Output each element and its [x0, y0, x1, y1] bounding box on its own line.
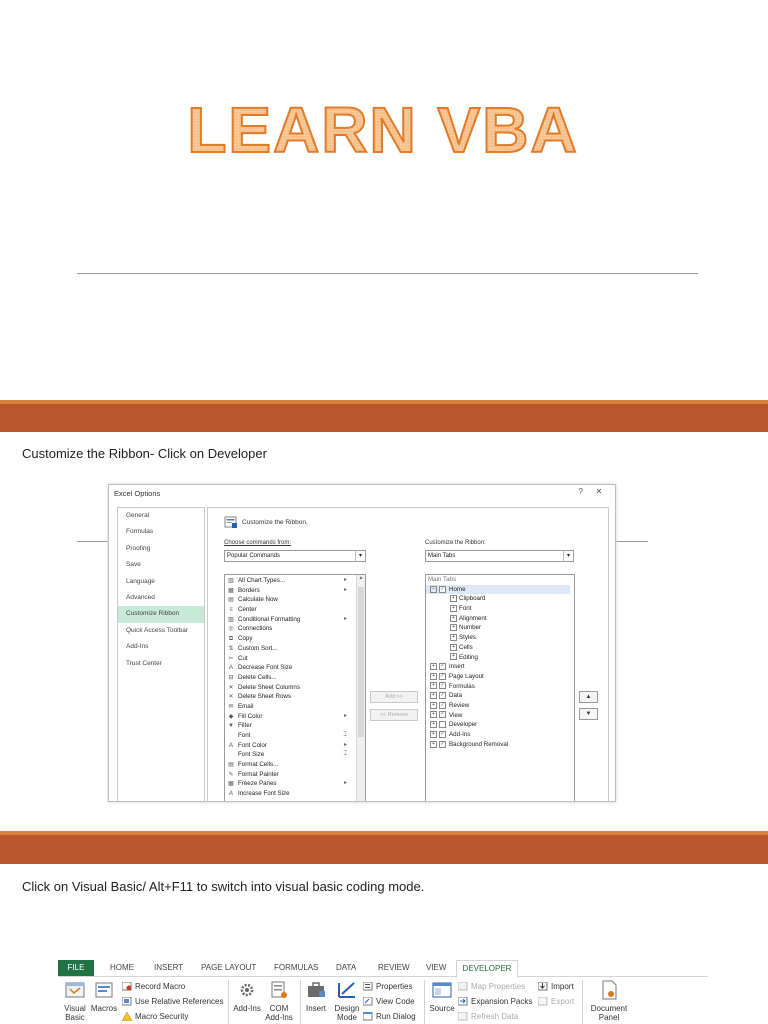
tab-checkbox[interactable]: ✓ — [440, 730, 445, 737]
nav-item-general[interactable]: General — [126, 512, 150, 519]
document-panel-button[interactable] — [586, 980, 632, 1022]
insert-controls-label: Insert — [305, 1004, 326, 1013]
tab-checkbox[interactable]: ✓ — [440, 711, 445, 718]
expand-icon[interactable]: + — [430, 731, 437, 738]
excel-options-dialog — [108, 484, 616, 802]
command-icon: ✕ — [228, 684, 234, 691]
command-icon: ◆ — [228, 713, 234, 720]
remove-button[interactable]: << Remove — [370, 709, 418, 721]
arrow-down-icon: ▼ — [585, 711, 592, 717]
add-ins-button[interactable] — [232, 980, 262, 1013]
command-label: Freeze Panes — [238, 780, 277, 788]
import-label: Import — [551, 982, 574, 991]
visual-basic-icon — [64, 980, 86, 1000]
tree-item-label: View — [449, 711, 463, 719]
command-icon: ✉ — [228, 703, 234, 710]
relative-references-button[interactable] — [122, 995, 223, 1008]
ribbon-tabs-tree[interactable] — [425, 574, 575, 802]
design-mode-button[interactable] — [332, 980, 362, 1022]
command-label: Font Size — [238, 751, 265, 759]
chevron-down-icon[interactable]: ▾ — [563, 551, 573, 561]
macro-security-button[interactable] — [122, 1010, 188, 1023]
tree-item-label: Home — [449, 585, 466, 593]
commands-scrollbar[interactable] — [356, 575, 365, 802]
warning-icon — [122, 1012, 132, 1021]
command-icon: A — [228, 791, 233, 798]
command-item[interactable] — [227, 595, 365, 605]
group-separator — [582, 980, 583, 1024]
tree-item-label: Alignment — [459, 614, 487, 622]
tab-home[interactable]: HOME — [110, 963, 134, 972]
submenu-icon: ▸ — [343, 615, 347, 622]
command-icon: ▦ — [228, 587, 234, 594]
command-label: Delete Sheet Rows — [238, 693, 291, 701]
source-icon — [431, 980, 453, 1000]
tree-item-label: Page Layout — [449, 672, 484, 680]
expand-icon[interactable]: + — [430, 741, 437, 748]
command-item[interactable] — [227, 663, 365, 673]
command-label: Decrease Font Size — [238, 664, 293, 672]
expand-icon[interactable]: + — [450, 653, 457, 660]
insert-controls-button[interactable] — [304, 980, 328, 1013]
command-item[interactable] — [227, 615, 365, 625]
command-label: Font — [238, 732, 251, 739]
command-icon: A — [228, 665, 233, 672]
command-label: Increase Font Size — [238, 790, 290, 798]
close-icon[interactable]: ✕ — [595, 487, 603, 496]
expand-icon[interactable]: + — [450, 624, 457, 631]
section-band — [0, 400, 768, 432]
command-icon: ◎ — [228, 626, 234, 633]
command-item[interactable] — [227, 731, 365, 741]
tree-item[interactable] — [426, 720, 574, 730]
group-separator — [300, 980, 301, 1024]
tab-checkbox[interactable] — [439, 721, 446, 728]
macro-security-label: Macro Security — [135, 1012, 189, 1021]
scroll-thumb[interactable] — [358, 587, 364, 737]
run-dialog-button[interactable] — [363, 1010, 416, 1023]
expand-icon[interactable]: + — [430, 711, 437, 718]
tab-file[interactable]: FILE — [58, 960, 94, 976]
source-button[interactable] — [428, 980, 456, 1013]
tree-item[interactable] — [426, 585, 570, 595]
expand-icon[interactable]: + — [430, 721, 437, 728]
command-label: Filter — [238, 722, 252, 730]
tree-item[interactable] — [426, 672, 574, 682]
map-properties-icon — [458, 982, 468, 991]
tree-item[interactable] — [426, 643, 574, 653]
submenu-icon: ▸ — [343, 577, 347, 583]
import-button[interactable] — [538, 980, 574, 993]
tab-checkbox[interactable]: ✓ — [440, 663, 445, 670]
submenu-icon: ▸ — [343, 586, 347, 593]
command-icon: A — [228, 742, 233, 749]
choose-commands-label: Choose commands from: — [224, 540, 292, 546]
expand-icon[interactable]: + — [450, 605, 457, 612]
command-label: Connections — [238, 625, 273, 633]
command-icon: ⧉ — [228, 636, 234, 643]
tab-checkbox[interactable]: ✓ — [440, 585, 445, 592]
divider-right — [612, 541, 648, 542]
tree-item[interactable] — [426, 701, 574, 711]
tree-item[interactable] — [426, 682, 574, 692]
commands-list[interactable] — [224, 574, 366, 802]
nav-item-trust-center[interactable]: Trust Center — [126, 659, 162, 667]
command-item[interactable] — [227, 692, 365, 702]
tree-item-label: Font — [459, 605, 472, 613]
design-mode-icon — [336, 980, 358, 1000]
export-icon — [538, 997, 548, 1006]
command-label: Email — [238, 702, 254, 710]
tree-item[interactable] — [426, 653, 574, 663]
visual-basic-button[interactable] — [62, 980, 88, 1022]
command-label: Delete Cells... — [238, 673, 277, 681]
nav-item-language[interactable]: Language — [126, 577, 155, 585]
view-code-button[interactable] — [363, 995, 415, 1008]
refresh-data-button[interactable] — [458, 1010, 518, 1023]
command-label: All Chart Types... — [238, 577, 285, 584]
options-nav — [117, 507, 205, 802]
command-item[interactable] — [227, 760, 365, 770]
command-item[interactable] — [227, 644, 365, 654]
command-item[interactable] — [227, 683, 365, 693]
dialog-title: Excel Options — [114, 489, 161, 498]
refresh-icon — [458, 1012, 468, 1021]
relative-references-label: Use Relative References — [135, 997, 224, 1006]
document-panel-label: Document Panel — [590, 1004, 628, 1022]
command-label: Cut — [238, 654, 248, 662]
add-ins-label: Add-Ins — [233, 1004, 261, 1013]
command-item[interactable] — [227, 586, 365, 596]
command-label: Center — [238, 606, 257, 614]
panel-heading: Customize the Ribbon. — [242, 519, 308, 526]
record-macro-button[interactable] — [122, 980, 185, 993]
command-icon: ≡ — [229, 607, 233, 614]
command-item[interactable] — [227, 770, 365, 780]
command-icon: ✂ — [228, 655, 234, 662]
command-item[interactable] — [227, 779, 365, 789]
command-label: Font Color — [238, 741, 267, 749]
command-icon: ▤ — [228, 597, 234, 604]
tab-checkbox[interactable]: ✓ — [440, 692, 445, 699]
ribbon-tabs — [58, 960, 708, 977]
ribbon-customize-icon — [224, 516, 238, 529]
command-label: Format Painter — [238, 770, 279, 778]
command-item[interactable] — [227, 576, 365, 586]
properties-label: Properties — [376, 982, 413, 991]
command-item[interactable] — [227, 654, 365, 664]
tree-item[interactable] — [426, 623, 574, 633]
view-code-label: View Code — [376, 997, 415, 1006]
customize-ribbon-value: Main Tabs — [428, 553, 456, 559]
tab-view[interactable]: VIEW — [426, 963, 447, 972]
tree-item-label: Formulas — [449, 682, 475, 690]
expand-icon[interactable]: + — [450, 634, 457, 641]
submenu-icon: ⌶ — [343, 732, 347, 738]
design-mode-label: Design Mode — [334, 1004, 360, 1022]
submenu-icon: ⌶ — [343, 751, 347, 758]
tree-item[interactable] — [426, 740, 574, 750]
command-item[interactable] — [227, 712, 365, 722]
command-icon: ▼ — [228, 723, 234, 730]
tree-item-label: Number — [459, 624, 482, 632]
title-area — [0, 80, 768, 190]
customize-ribbon-dropdown[interactable] — [425, 550, 574, 562]
expand-icon[interactable]: + — [450, 615, 457, 622]
tree-item-label: Cells — [459, 643, 473, 651]
chevron-down-icon[interactable]: ▾ — [355, 551, 365, 561]
command-icon: ▤ — [228, 762, 234, 769]
excel-ribbon — [58, 960, 708, 1024]
tree-item-label: Developer — [449, 721, 478, 729]
map-properties-button[interactable] — [458, 980, 525, 993]
section-caption: Click on Visual Basic/ Alt+F11 to switch into visual basic coding mode. — [22, 879, 425, 894]
expand-icon[interactable]: + — [450, 595, 457, 602]
move-up-button[interactable] — [579, 691, 598, 703]
tree-header: Main Tabs — [428, 576, 457, 583]
map-properties-label: Map Properties — [471, 982, 526, 991]
command-item[interactable] — [227, 673, 365, 683]
tree-item[interactable] — [426, 662, 574, 672]
tab-page-layout[interactable]: PAGE LAYOUT — [201, 963, 257, 972]
page-title: LEARN VBA — [187, 94, 579, 166]
properties-icon — [363, 982, 373, 991]
command-label: Fill Color — [238, 712, 263, 720]
export-button[interactable] — [538, 995, 574, 1008]
command-label: Delete Sheet Columns — [238, 683, 300, 691]
import-icon — [538, 982, 548, 991]
command-icon: ✎ — [228, 771, 234, 778]
tree-item-label: Editing — [459, 653, 478, 661]
tree-item-label: Review — [449, 701, 470, 709]
command-label: Calculate Now — [238, 596, 278, 604]
command-icon: ⊟ — [228, 674, 234, 681]
toolbox-icon — [305, 980, 327, 1000]
tree-item-label: Background Removal — [449, 740, 509, 748]
relative-references-icon — [122, 997, 132, 1006]
nav-item-customize-ribbon[interactable]: Customize Ribbon — [118, 606, 204, 622]
nav-item-add-ins[interactable]: Add-Ins — [126, 643, 149, 651]
export-label: Export — [551, 997, 575, 1006]
tab-checkbox[interactable]: ✓ — [440, 740, 445, 747]
expansion-packs-button[interactable] — [458, 995, 532, 1008]
command-label: Copy — [238, 635, 253, 643]
tab-review[interactable]: REVIEW — [378, 963, 410, 972]
tree-item-label: Data — [449, 692, 463, 700]
expansion-packs-icon — [458, 997, 468, 1006]
command-icon: ▧ — [228, 616, 234, 623]
tree-item[interactable] — [426, 711, 574, 721]
divider-left — [77, 541, 111, 542]
expand-icon[interactable]: + — [430, 702, 437, 709]
com-add-ins-icon — [268, 980, 290, 1000]
nav-item-quick-access-toolbar[interactable]: Quick Access Toolbar — [126, 626, 189, 634]
command-label: Conditional Formatting — [238, 615, 301, 623]
command-item[interactable] — [227, 741, 365, 751]
tree-item[interactable] — [426, 633, 574, 643]
expand-icon[interactable]: + — [430, 673, 437, 680]
expansion-packs-label: Expansion Packs — [471, 997, 533, 1006]
command-icon: ⇅ — [228, 645, 234, 652]
com-add-ins-button[interactable] — [264, 980, 294, 1022]
tab-checkbox[interactable]: ✓ — [440, 672, 445, 679]
expand-icon[interactable]: + — [430, 682, 437, 689]
customize-ribbon-panel — [207, 507, 609, 802]
add-button[interactable]: Add >> — [370, 691, 418, 703]
tree-item[interactable] — [426, 594, 574, 604]
macros-label: Macros — [90, 1004, 118, 1013]
submenu-icon: ▸ — [343, 780, 347, 787]
expand-icon[interactable]: + — [430, 663, 437, 670]
collapse-icon[interactable]: − — [430, 586, 437, 593]
view-code-icon — [363, 997, 373, 1006]
document-panel-icon — [598, 980, 620, 1000]
command-icon: ▦ — [228, 781, 234, 788]
help-icon[interactable]: ? — [578, 487, 583, 496]
record-macro-label: Record Macro — [135, 982, 186, 991]
record-macro-icon — [122, 982, 132, 991]
tab-formulas[interactable]: FORMULAS — [274, 963, 319, 972]
expand-icon[interactable]: + — [430, 692, 437, 699]
arrow-up-icon: ▲ — [585, 694, 592, 700]
nav-item-advanced[interactable]: Advanced — [126, 593, 155, 601]
visual-basic-label: Visual Basic — [64, 1004, 86, 1022]
choose-commands-value: Popular Commands — [227, 553, 281, 559]
customize-ribbon-label: Customize the Ribbon: — [425, 540, 486, 546]
choose-commands-dropdown[interactable] — [224, 550, 366, 562]
command-label: Borders — [238, 586, 260, 594]
tab-data[interactable]: DATA — [336, 963, 357, 972]
tree-item[interactable] — [426, 730, 574, 740]
source-label: Source — [429, 1004, 455, 1013]
command-item[interactable] — [227, 624, 365, 634]
command-label: Format Cells... — [238, 761, 279, 769]
submenu-icon: ▸ — [343, 741, 347, 748]
macros-button[interactable] — [90, 980, 118, 1013]
tree-item-label: Clipboard — [459, 595, 486, 603]
group-separator — [228, 980, 229, 1024]
expand-icon[interactable]: + — [450, 644, 457, 651]
group-separator — [424, 980, 425, 1024]
command-icon: ✕ — [228, 694, 234, 701]
tree-item[interactable] — [426, 691, 574, 701]
command-item[interactable] — [227, 605, 365, 615]
tab-checkbox[interactable]: ✓ — [440, 701, 445, 708]
tree-item[interactable] — [426, 604, 574, 614]
tab-checkbox[interactable]: ✓ — [440, 682, 445, 689]
title-divider — [77, 273, 698, 274]
tree-item-label: Styles — [459, 634, 476, 642]
run-dialog-label: Run Dialog — [376, 1012, 416, 1021]
run-dialog-icon — [363, 1012, 373, 1021]
tree-item[interactable] — [426, 614, 574, 624]
refresh-data-label: Refresh Data — [471, 1012, 519, 1021]
title-graphic — [0, 80, 768, 190]
command-icon: ▥ — [228, 578, 234, 584]
section-band — [0, 831, 768, 864]
command-item[interactable] — [227, 789, 365, 799]
move-down-button[interactable] — [579, 708, 598, 720]
tree-item-label: Add-Ins — [449, 731, 471, 738]
command-item[interactable] — [227, 721, 365, 731]
scroll-up-icon[interactable]: ▲ — [358, 575, 364, 581]
command-item[interactable] — [227, 702, 365, 712]
section-caption: Customize the Ribbon- Click on Developer — [22, 446, 267, 461]
properties-button[interactable] — [363, 980, 412, 993]
command-label: Custom Sort... — [238, 644, 278, 652]
nav-item-proofing[interactable]: Proofing — [126, 544, 151, 552]
tree-item-label: Insert — [449, 663, 465, 671]
submenu-icon: ▸ — [343, 712, 347, 719]
nav-item-formulas[interactable]: Formulas — [126, 528, 154, 536]
com-add-ins-label: COM Add-Ins — [265, 1004, 293, 1022]
gear-icon — [236, 980, 258, 1000]
nav-item-save[interactable]: Save — [126, 561, 141, 569]
tab-developer[interactable]: DEVELOPER — [456, 960, 518, 978]
tab-insert[interactable]: INSERT — [154, 963, 184, 972]
command-item[interactable] — [227, 750, 365, 760]
macros-icon — [93, 980, 115, 1000]
command-item[interactable] — [227, 634, 365, 644]
